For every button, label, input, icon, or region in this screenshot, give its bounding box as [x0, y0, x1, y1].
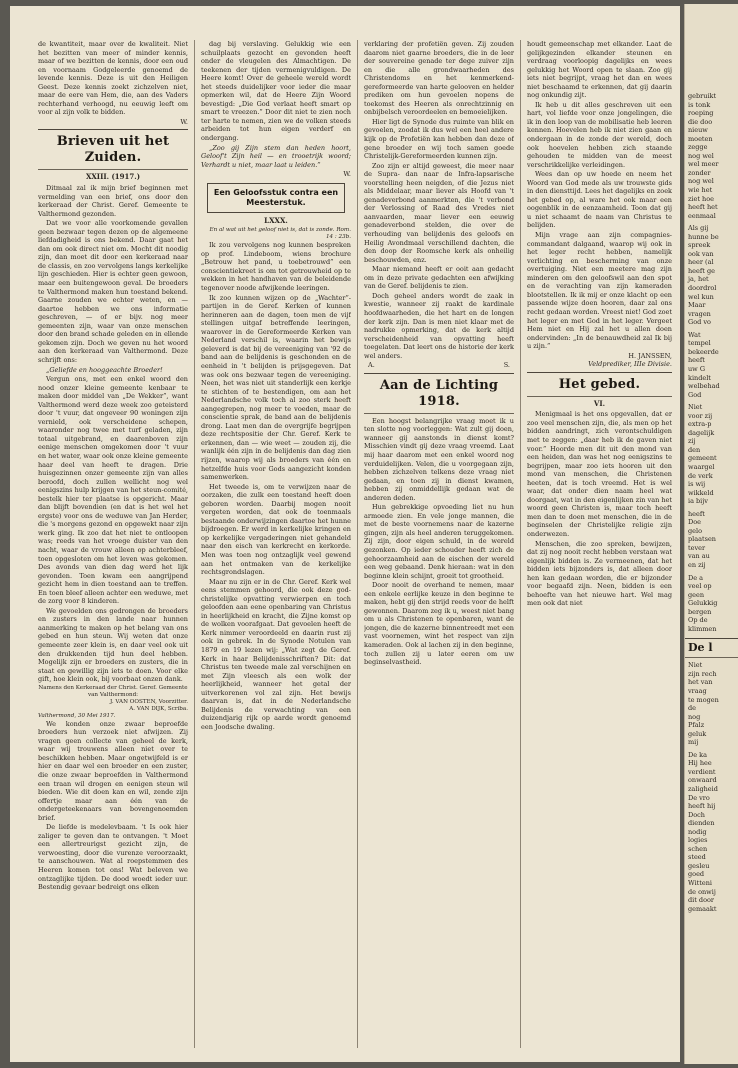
paragraph: Wees dan op uw hoede en neem het Woord van God mede als uw trouwste gids in den diensttijd. Lees het dagelijks en zoek het gebed op, al ware het ook maar een oogenblik in de eenzaamheid. Toon dat gij u niet schaamt de naam van Christus te belijden. — [527, 170, 672, 230]
section-rule — [364, 413, 514, 414]
next-page-line: Niet — [688, 661, 703, 670]
paragraph: Door nooit de overhand te nemen, maar een enkele eerlijke keuze in den beginne te maken, hebt gij den strijd reeds voor de helft gewonnen. Daarom zeg ik u, weest niet bang om u als Christenen te openbaren, want de jongen, die de kazerne binnentreedt met een vast voornemen, wint het respect van zijn kameraden. Ook al lachen zij in den beginne, toch zullen zij u later eeren om uw beginselvastheid. — [364, 581, 514, 667]
next-page-line: schen — [688, 844, 708, 853]
next-page-line: dit door — [688, 896, 715, 905]
section-rule — [685, 638, 738, 639]
next-page-line: dagelijk — [688, 428, 715, 437]
next-page-line: heeft — [688, 509, 705, 518]
signature-line: Valthermond, 30 Mei 1917. — [38, 712, 116, 719]
next-page-line: eenmaal — [688, 211, 716, 220]
paragraph: Mijn vrage aan zijn compagnies-commandant dalgaand, waarop wij ook in het leger recht hebben, namelijk verlichting en bescherming van onze overtuiging. Niet een meetere mag zijn minderen om den geloofswil aan den spot en de verachting van zijn kameraden blootstellen. Ik ik mij er onze klacht op een passende wijze doen hooren, daar zal ons recht gedaan worden. Vreest niet! God zoet het leger en met God in het leger. Vergeet Hem niet en Hij zal het u allen doen ondervinden: „In de benauwdheid zal Ik bij u zijn.” — [527, 231, 672, 351]
writer-name: H. JANSSEN, — [628, 351, 672, 360]
next-page-line: is tonk — [688, 100, 711, 109]
next-page-line: Witteni — [688, 879, 712, 888]
newspaper-page — [10, 6, 680, 1062]
next-page-headline: De l — [688, 641, 713, 655]
next-page-line: nodig — [688, 827, 707, 836]
next-page-line: voor zij — [688, 411, 713, 420]
next-page-line: hunne be — [688, 232, 719, 241]
next-page-line: doordrol — [688, 284, 717, 293]
paragraph: Vergun ons, met een enkel woord den nood onzer kleine gemeente kenbaar te maken door middel van „De Wekker”, want Valthermond werd deze week zoo geteisterd door 't vuur, dat ongeveer 90 woningen zijn vernield, ook verscheidene schepen, waaronder nog twee met turf geladen, zijn totaal uitgebrand, en daarenboven zijn eenige menschen omgekomen door 't vuur en het water, waar ook onze kleine gemeente haar deel van heeft te dragen. Drie huisgezinnen onzer gemeente zijn van alles beroofd, doch zullen wellicht nog wel eenigszins hulp krijgen van het steun-comité, bestelk hier ter plaatse is opgericht. Maar dan blijft bovendien (en dat is het wel het ergste) voor ons de weduwe van Jan Herder, die 's morgens gezond en opgewekt naar zijn werk ging. Ik zoo dat het niet te ontloopen was; reeds van het vroege duister van den nacht, waar de vrouw alleen op achterbleef, toen opgesloten om het leven was gekomen. Des avonds van dien dag werd het lijk gevonden. Toen kwam een aangrijpend gezicht hem in dien toestand aan te treffen. En toen bleef alleen achter een weduwe, met de zorg voor 8 kinderen. — [38, 375, 188, 606]
next-page-line: plaatsen — [688, 535, 716, 544]
series-number: LXXX. — [264, 215, 288, 225]
paragraph: Ditmaal zal ik mijn brief beginnen met vermelding van een brief, ons door den kerkeraad der Christ. Geref. Gemeente te Valthermond gezonden. — [38, 184, 188, 218]
paragraph: houdt gemeenschap met elkander. Laat de gelijkgezinden elkander steunen en verdraag voorloopig dagelijks en wees gelukkig het Woord open te slaan. Zoo gij iets niet begrijpt, vraag het dan en wees niet beschaamd te erkennen, dat gij daarin nog onkundig zijt. — [527, 40, 672, 100]
column-4 — [527, 40, 672, 1050]
section-rule — [527, 372, 672, 373]
next-page-line: bergen — [688, 607, 712, 616]
headline-brieven: Brieven uit het Zuiden. — [56, 134, 170, 166]
next-page-line: wel kun — [688, 292, 714, 301]
paragraph: Het tweede is, om te verwijzen naar de oorzaken, die zulk een toestand heeft doen geboren worden. Daarbij mogen nooit vergeten worden, dat ook de toenmaals bestaande onderwijzingen daartoe het hunne bijdroegen. Er werd in kerkelijke kringen en op kerkelijke vergaderingen niet gehandeld naar den eisch van kerkrecht en kerkorde. Men was toen nog ontzaglijk veel gewend aan het ontmaken van de kerkelijke rechtsgrondslagen. — [201, 482, 351, 577]
next-page-block — [685, 510, 738, 570]
article-signature — [364, 361, 514, 370]
next-page-line: wie het — [688, 186, 713, 195]
signature-line: A. VAN DIJK, Scriba. — [129, 705, 188, 712]
next-page-line: nog wel — [688, 177, 714, 186]
next-page-line: en zij — [688, 560, 706, 569]
next-page-line: moeten — [688, 134, 713, 143]
column-3 — [364, 40, 514, 1050]
column-rule — [357, 40, 358, 1048]
next-page-line: verdient — [688, 767, 716, 776]
intro-paragraph: de kwantiteit, maar over de kwaliteit. Niet het bezitten van meer of minder kennis, maar of we bezitten de kennis, door een oud en voornaam Godgeleerde genoemd de levende kennis. Deze is uit den Heiligen Geest. Deze kennis zoekt zichzelven niet, maar de eere van Hem, die, aan des Vaders rechterhand verhoogd, nu eeuwig leeft om voor al zijn volk te bidden. — [38, 40, 188, 117]
next-page-line: heeft hij — [688, 802, 716, 811]
paragraph: Dat we voor alle voorkomende gevallen geen bezwaar tegen dezen op de algemeene liefdadigheid is ons bekend. Daar gaat het dan om ook direct niet om. Mocht dit noodig zijn, dan moet dit door een kerkeraad naar de classis, en zoo vervolgens langs kerkelijke lijn geschieden. Hier is echter geen gewoon, maar een buitengewoon geval. De broeders te Valthermond maken hun toestand bekend. Gaarne zouden we echter weten, en — daartoe hebben we ons informatie geschreven, — of er bijv. nog meer gemeenten zijn, waar van onze menschen door den brand schade geleden en in ellende gekomen zijn. Doch we geven nu het woord aan den kerkeraad van Valthermond. Deze schrijft ons: — [38, 219, 188, 364]
next-page-line: tempel — [688, 339, 711, 348]
next-page-line: klimmen — [688, 624, 717, 633]
next-page-line: uw G — [688, 364, 706, 373]
next-page-block — [685, 751, 738, 913]
article-title-box: Een Geloofsstuk contra een Meesterstuk. — [207, 183, 345, 213]
column-2 — [201, 40, 351, 1050]
next-page-line: vragen — [688, 309, 711, 318]
next-page-line: De ka — [688, 750, 707, 759]
next-page-line: Wat — [688, 330, 701, 339]
intro-signature: W. — [180, 117, 188, 126]
next-page-line: van au — [688, 552, 710, 561]
quote-signature: W. — [343, 170, 351, 179]
next-page-line: Op de — [688, 616, 708, 625]
next-page-line: geluk — [688, 729, 707, 738]
next-page-line: steed — [688, 853, 706, 862]
next-page-line: God vo — [688, 318, 711, 327]
paragraph: Maar niemand heeft er ooit aan gedacht om in deze private gedachten een afwijking van de Geref. belijdenis te zien. — [364, 265, 514, 291]
next-page-line: zij — [688, 437, 696, 446]
next-page-line: ia bijv — [688, 497, 708, 506]
paragraph: Menigmaal is het ons opgevallen, dat er zoo veel menschen zijn, die, als men op het bidden aandringt, zich verontschuldigen met te zeggen: „daar heb ik de gaven niet voor.” Hoorde men dit uit den mond van een heiden, dan was het nog eenigszins te begrijpen, maar zoo iets hooren uit den mond van menschen, die Christenen heeten, dat is toch vreemd. Het is wel waar, dat onder dien naam heel wat doorgaat, wat in den eigenlijken zin van het woord geen Christen is, maar toch heeft men dan te doen met menschen, die in de beginselen der Christelijke religie zijn onderwezen. — [527, 410, 672, 538]
next-page-line: ook van — [688, 249, 714, 258]
next-page-line: gesleu — [688, 861, 710, 870]
next-page-line: Maar — [688, 301, 706, 310]
next-page-line: zonder — [688, 168, 711, 177]
next-page-line: mij — [688, 738, 699, 747]
next-page-block — [685, 224, 738, 327]
section-rule — [38, 129, 188, 130]
paragraph: Zoo zijn er altijd geweest, die meer naar de Supra- dan naar de Infra-lapsarische voorstelling heen neigden, of die Jezus niet als Middelaar, maar liever als Hoofd van 't genadeverbond aanmerkten, die 't verbond der Verlossing of Raad des Vredes niet aanvaarden, maar liever een eeuwig genadeverbond stelden, die over de verhouding van belijdenis des geloofs en Heilig Avondmaal verschillend dachten, die den doop der Roomsche kerk als onheilig beschouwden, enz. — [364, 161, 514, 264]
next-page-line: Niet — [688, 403, 703, 412]
next-page-line: zegge — [688, 143, 708, 152]
next-page-line: de verk — [688, 471, 713, 480]
signature-initial: S. — [503, 361, 510, 370]
next-page-line: gemaakt — [688, 904, 717, 913]
next-page-line: nieuw — [688, 126, 708, 135]
next-page-line: spreek — [688, 241, 711, 250]
next-page-line: God — [688, 390, 702, 399]
paragraph: Een hoogst belangrijke vraag moet ik u ten slotte nog voorleggen: Wat zult gij doen, wanneer gij aanstonds in dienst komt? Misschien vindt gij deze vraag vreemd. Laat mij haar daarom met een enkel woord nog verduidelijken. Velen, die u voorgegaan zijn, hebben zichzelven telkens deze vraag niet gedaan, en toen zij in dienst kwamen, hebben zij onmiddellijk gedaan wat de anderen deden. — [364, 416, 514, 502]
next-page-line: zaligheid — [688, 785, 718, 794]
next-page-block — [685, 331, 738, 399]
signature-initial: A. — [368, 361, 375, 370]
next-page-line: die doo — [688, 117, 713, 126]
next-page-line: De vro — [688, 793, 710, 802]
paragraph: Menschen, die zoo spreken, bewijzen, dat zij nog nooit recht hebben verstaan wat eigenlijk bidden is. Ze vermeenen, dat het bidden iets bijzonders is, dat alleen door hen kan gedaan worden, die er bijzonder voor begaafd zijn. Neen, bidden is een behoefte van het nieuwe hart. Wel mag men ook dat niet — [527, 539, 672, 608]
next-page-line: nog wel — [688, 151, 714, 160]
next-page-line: ziet hoe — [688, 194, 714, 203]
headline-lichting: Aan de Lichting 1918. — [379, 377, 499, 409]
next-page-block — [685, 661, 738, 746]
signature-line: Namens den Kerkeraad der Christ. Geref. Gemeente van Valthermond: — [38, 684, 188, 698]
next-page-line: dienden — [688, 819, 715, 828]
paragraph: Maar nu zijn er in de Chr. Geref. Kerk wel eens stemmen gehoord, die ook deze god-christelijke opvatting verwierpen en toch geloofden aan eene openbaring van Christus in heerlijkheid en kracht, die Zijne komst op de wolken voorafgaat. Dat gevoelen heeft de Kerk nimmer veroordeeld en daarin rust zij ook in gebrek. In de Synode Notulen van 1879 en 19 lezen wij: „Wat zegt de Geref. Kerk in haar Belijdenisschriften? Dit: dat Christus ten tweede male zal verschijnen en met Zijn vleesch als een wolk der heerlijkheid, wanneer het getal der uitverkorenen vol zal zijn. Het bewijs daarvan is, dat in de Nederlandsche Belijdenis de verwachting van een duizendjarig rijk op aarde wordt genoemd een Joodsche dwaling. — [201, 577, 351, 731]
section-rule — [527, 396, 672, 397]
next-page-line: gelo — [688, 526, 702, 535]
next-page-line: heeft ge — [688, 266, 715, 275]
next-page-line: veel op — [688, 582, 712, 591]
next-page-line: goed — [688, 870, 705, 879]
next-page-line: Gelukkig — [688, 599, 718, 608]
paragraph: dag bij verslaving. Gelukkig wie een schuilplaats gezocht en gevonden heeft onder de vleugelen des Almachtigen. De teekenen der tijden vermenigvuldigen. De Heere komt! Over de geheele wereld wordt het steeds duidelijker voor ieder die maar opmerken wil, dat de Heere Zijn Woord bevestigd: „Die God verlaat heeft smart op smart te vreezen.” Door dit niet te zien noch ter harte te nemen, zien we de volken steeds arbeiden tot hun eigen verderf en ondergang. — [201, 40, 351, 143]
next-page-line: geen — [688, 590, 705, 599]
next-page-line: onwaard — [688, 776, 717, 785]
quote-salutation: „Geliefde en hooggeachte Broeder! — [46, 365, 163, 374]
next-page-line: De a — [688, 573, 703, 582]
next-page-line: waargel — [688, 462, 715, 471]
paragraph: Ik heb u dit alles geschreven uit een hart, vol liefde voor onze jongelingen, die ik in den loop van de mobilisatie heb leeren kennen. Hoevelen heb ik niet zien gaan en ondergaan in de zonde der wereld, doch ook hoevelen hebben zich staande gehouden te midden van de meest verschrikkelijke verleidingen. — [527, 100, 672, 169]
next-page-block — [685, 403, 738, 506]
paragraph: We konden onze zwaar beproefde broeders hun verzoek niet afwijzen. Zij vragen geen collecte van geheel de kerk, waar wij trouwens alleen niet over te beschikken hebben. Maar ongetwijfeld is er hier en daar wel een broeder en een zuster, die onze zwaar beproefden in Valthermond een traan wil drogen en eenigen steun wil bieden. Wie dit doen kan en wil, zende zijn offertje maar aan één van de ondergeteekenaars van bovengenoemden brief. — [38, 719, 188, 822]
next-page-line: Als gij — [688, 224, 709, 233]
next-page-line: extra-p — [688, 420, 712, 429]
next-page-line: bekeerde — [688, 347, 719, 356]
next-page-line: tever — [688, 543, 706, 552]
column-1 — [38, 40, 188, 1050]
next-page-line: wel meer — [688, 160, 719, 169]
paragraph: Hun gebrekkige opvoeding liet nu hun armoede zien. En vele jonge mannen, die met de beste voornemens naar de kazerne gingen, zijn als heel anderen teruggekomen. Zij zijn, door eigen schuld, in de wereld gezonken. Op ieder schouder heeft zich de gehoorzaamheid aan de eischen der wereld een weg gebaand. Denk hieraan: wat in den beginne klein schijnt, groeit tot grootheid. — [364, 503, 514, 580]
next-page-line: te mogen — [688, 695, 719, 704]
next-page-line: den — [688, 445, 701, 454]
paragraph: We gevoelden ons gedrongen de broeders en zusters in den lande naar hunnen aanmerking te maken op het belang van ons gebed en hun steun. Wij weten dat onze gemeente zeer klein is, en daar veel ook uit den drukkenden tijd hun deel hebben. Mogelijk zijn er broeders en zusters, die in staat en gewillig zijn iets te doen. Voor elke gift, hoe klein ook, bij voorbaat onzen dank. — [38, 606, 188, 684]
next-page-line: heeft — [688, 356, 705, 365]
next-page-strip — [684, 4, 738, 1064]
next-page-line: Doe — [688, 518, 701, 527]
section-rule — [38, 169, 188, 170]
next-page-line: roeping — [688, 109, 714, 118]
paragraph: De liefde is medelevbaam. 't Is ook hier zaliger te geven dan te ontvangen. 't Moet een allertreurigst gezicht zijn, de verwoesting, door die vurenze veroorzaakt, te aanschouwen. Wat al roepstemmen des Heeren komen tot ons! Wat beleven we ontzaglijke tijden. De dood woedt ieder uur. Bestendig gevaar bedreigt ons elken — [38, 823, 188, 892]
section-number: VI. — [593, 398, 606, 408]
paragraph: Ik zou vervolgens nog kunnen bespreken op prof. Lindeboom, wiens brochure „Betrouw het pand, u toebetrouwd” een conscientiekreet is om tot getrouwheid op te wekken in het handhaven van de beleidende tegenover noode afwijkende leeringen. — [201, 241, 351, 293]
next-page-line: Pfalz — [688, 721, 705, 730]
next-page-line: welbehad — [688, 382, 720, 391]
next-page-line: kindelt — [688, 373, 711, 382]
signature-line: J. VAN OOSTEN, Voorzitter. — [110, 698, 188, 705]
next-page-line: ja, het — [688, 275, 709, 284]
next-page-line: is wij — [688, 480, 706, 489]
section-rule — [364, 373, 514, 374]
next-page-line: logies — [688, 836, 708, 845]
next-page-line: het van — [688, 678, 713, 687]
next-page-line: gebruikt — [688, 92, 717, 100]
paragraph: Hier ligt de Synode dus ruimte van blik en gevoelen, zoodat ik dus wel een heel andere kijk op de Profetiën kan hebben dan deze of gene broeder en wij toch samen goede Christelijk-Gereformeerden kunnen zijn. — [364, 117, 514, 161]
writer-role: Veldprediker, IIIe Divisie. — [588, 360, 672, 369]
headline-gebed: Het gebed. — [558, 376, 641, 392]
column-rule — [194, 40, 195, 1048]
letter-number: XXIII. (1917.) — [85, 172, 141, 182]
verse-quote: „Zoo gij Zijn stem dan heden hoort, Geloof't Zijn heil — en trooetrijk woord; Verhardt u niet, maar laat u leiden.” — [201, 143, 351, 169]
next-page-block — [685, 574, 738, 634]
section-rule — [685, 657, 738, 658]
next-page-line: gemeent — [688, 454, 717, 463]
next-page-line: Hij hee — [688, 759, 712, 768]
next-page-line: nog — [688, 712, 701, 721]
next-page-line: zijn rech — [688, 669, 717, 678]
next-page-block — [685, 92, 738, 220]
paragraph: verklaring der profetiën geven. Zij zouden daarom niet gaarne broeders, die in de leer der souvereine genade ter dege zuiver zijn en die alle grondwaarheden des Christendoms en het kenmerkend-gereformeerde van harte gelooven en helder prediken om hun gevoelen nopens de toekomst des Heeren als onrechtzinnig en onbijbelsch veroordeelen en bemoeielijken. — [364, 40, 514, 117]
paragraph: Doch geheel anders wordt de zaak in kwestie, wanneer zij raakt de kardinale hoofdwaarheden, die het hart en de longen der kerk zijn. Dan is men niet klaar met de nadrukke opmerking, dat de kerk altijd verscheidenheid van opvatting heeft toegelaten. Dat leert ons de historie der kerk wel anders. — [364, 291, 514, 360]
paragraph: Ik zoo kunnen wijzen op de „Wachter”-partijen in de Geref. Kerken of kunnen herinneren aan de dagen, toen men de vijf stellingen uitgaf betreffende leeringen, waarover in de Gereformeerde Kerken van Nederland verschil is, waarin het bewijs geleverd is dat bij de vereeniging van '92 de band aan de belijdenis is geschonden en de eenheid in 't belijden is prijsgegeven. Dat was ook ons bezwaar tegen de vereeniging. Neen, het was niet uit standerlijk een kerkje te stichten of te bestendigen, om aan het Nederlandsche volk toch al zoo sterk heeft aangegrepen, nog meer te voeden, maar de conscientie sprak, de band aan de belijdenis drong. Laat men dan de overgrijfe begrijpen deze rechtspositie der Chr. Geref. Kerk te erkennen, dan — wie weet — zouden zij, die wanlijk één zijn in de belijdenis dan dag zien rijzen, waarop wij als broeders van één en hetzelfde huis voor Gods aangezicht konden samenwerken. — [201, 293, 351, 482]
next-page-line: vraag — [688, 687, 707, 695]
epigraph: En al wat uit het geloof niet is, dat is zonde. Rom. 14 : 23b. — [209, 227, 351, 241]
next-page-line: heer (al — [688, 258, 714, 267]
next-page-line: Doch — [688, 810, 705, 819]
next-page-line: de onwij — [688, 887, 716, 896]
next-page-line: heeft het — [688, 203, 718, 212]
column-rule — [520, 40, 521, 1048]
next-page-line: de — [688, 704, 697, 713]
next-page-line: wikkeld — [688, 488, 714, 497]
